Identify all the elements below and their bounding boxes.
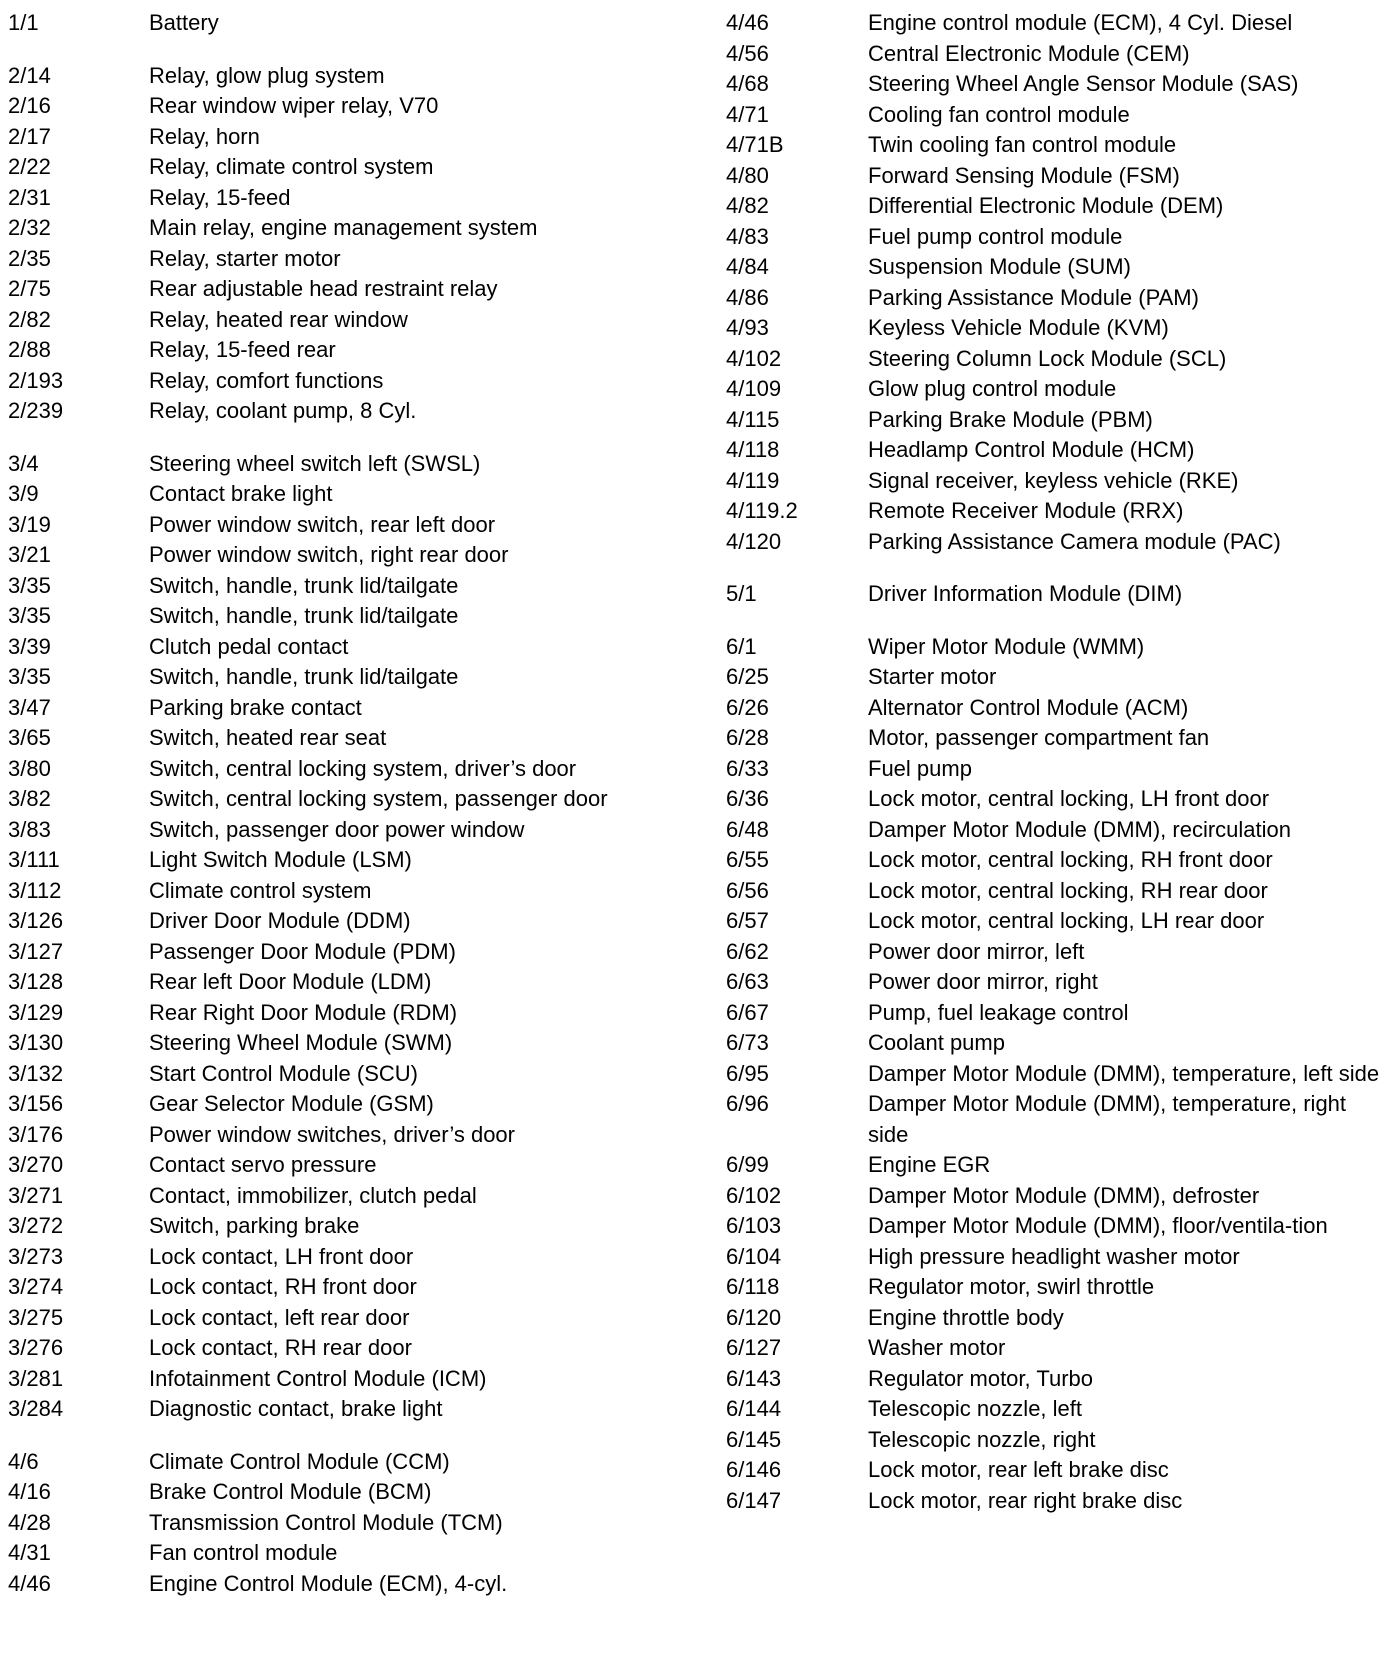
group-spacer xyxy=(8,1425,648,1447)
component-code: 2/35 xyxy=(8,245,51,271)
component-row xyxy=(726,1364,1386,1395)
component-row xyxy=(726,8,1386,39)
component-row xyxy=(8,1028,648,1059)
component-row xyxy=(726,693,1386,724)
component-code: 3/132 xyxy=(8,1060,64,1086)
component-code: 4/6 xyxy=(8,1448,39,1474)
component-row xyxy=(8,1150,648,1181)
component-description: Steering wheel switch left (SWSL) xyxy=(149,450,481,476)
component-row xyxy=(726,1455,1386,1486)
component-code: 6/147 xyxy=(726,1487,782,1513)
component-row xyxy=(8,479,648,510)
component-row xyxy=(8,91,648,122)
component-code: 4/56 xyxy=(726,40,769,66)
component-description: Gear Selector Module (GSM) xyxy=(149,1091,434,1116)
component-row xyxy=(8,510,648,541)
component-row xyxy=(8,152,648,183)
component-description: Switch, handle, trunk lid/tailgate xyxy=(149,603,459,628)
component-description: Glow plug control module xyxy=(868,376,1117,401)
component-description: Rear left Door Module (LDM) xyxy=(149,969,432,994)
component-row xyxy=(726,845,1386,876)
component-row xyxy=(8,183,648,214)
component-code: 3/126 xyxy=(8,908,64,933)
component-description: Starter motor xyxy=(868,664,997,689)
component-code: 6/103 xyxy=(726,1213,782,1238)
component-description: Engine EGR xyxy=(868,1152,991,1177)
component-description: Suspension Module (SUM) xyxy=(868,254,1131,279)
component-description: Switch, heated rear seat xyxy=(149,725,387,750)
component-code: 3/80 xyxy=(8,755,51,781)
component-description: High pressure headlight washer motor xyxy=(868,1243,1240,1269)
component-description: Fuel pump xyxy=(868,755,972,781)
component-description: Telescopic nozzle, right xyxy=(868,1426,1096,1452)
component-description: Switch, handle, trunk lid/tailgate xyxy=(149,572,459,598)
component-row xyxy=(726,130,1386,161)
component-description: Wiper Motor Module (WMM) xyxy=(868,633,1145,659)
component-code: 2/14 xyxy=(8,62,51,88)
component-code: 6/55 xyxy=(726,847,769,872)
component-row xyxy=(8,1508,648,1539)
component-description: Contact servo pressure xyxy=(149,1152,377,1177)
component-description: Relay, 15-feed xyxy=(149,184,291,210)
component-description: Twin cooling fan control module xyxy=(868,132,1177,157)
component-description: Remote Receiver Module (RRX) xyxy=(868,498,1184,523)
component-description: Power window switches, driver’s door xyxy=(149,1121,515,1147)
component-description: Coolant pump xyxy=(868,1030,1005,1055)
component-code: 3/35 xyxy=(8,572,51,598)
component-code: 6/144 xyxy=(726,1396,782,1421)
component-row xyxy=(8,1447,648,1478)
component-row xyxy=(8,601,648,632)
component-row xyxy=(726,39,1386,70)
component-code: 3/83 xyxy=(8,816,51,842)
group-spacer xyxy=(726,610,1386,632)
component-row xyxy=(8,1089,648,1120)
component-code: 5/1 xyxy=(726,581,757,606)
component-description: Lock motor, central locking, LH front door xyxy=(868,786,1270,811)
component-description: Engine Control Module (ECM), 4-cyl. xyxy=(149,1570,508,1596)
component-row xyxy=(8,274,648,305)
component-code: 4/71 xyxy=(726,101,769,127)
component-description: Relay, 15-feed rear xyxy=(149,337,336,362)
component-code: 3/47 xyxy=(8,694,51,720)
component-code: 6/102 xyxy=(726,1182,782,1208)
component-description: Damper Motor Module (DMM), recirculation xyxy=(868,816,1291,842)
component-description: Battery xyxy=(149,10,219,35)
component-description: Damper Motor Module (DMM), floor/ventila-tion xyxy=(868,1213,1328,1238)
component-code: 3/281 xyxy=(8,1365,64,1391)
component-description: Relay, climate control system xyxy=(149,154,434,179)
component-code: 6/104 xyxy=(726,1243,782,1269)
component-description: Cooling fan control module xyxy=(868,101,1130,127)
component-code: 4/118 xyxy=(726,437,780,462)
component-code: 4/120 xyxy=(726,528,782,554)
component-code: 4/80 xyxy=(726,162,769,188)
component-description: Clutch pedal contact xyxy=(149,633,349,659)
component-row xyxy=(8,449,648,480)
component-description: Parking Assistance Module (PAM) xyxy=(868,284,1199,310)
component-row xyxy=(726,1394,1386,1425)
component-description: Pump, fuel leakage control xyxy=(868,999,1129,1025)
component-code: 6/1 xyxy=(726,633,757,659)
component-row xyxy=(726,579,1386,610)
component-description: Steering Wheel Module (SWM) xyxy=(149,1030,453,1055)
component-row xyxy=(726,1181,1386,1212)
component-description: Washer motor xyxy=(868,1335,1006,1360)
component-code: 3/273 xyxy=(8,1243,64,1269)
component-row xyxy=(8,662,648,693)
component-row xyxy=(8,1333,648,1364)
component-code: 2/239 xyxy=(8,398,64,423)
component-row xyxy=(726,815,1386,846)
component-code: 4/71B xyxy=(726,132,784,157)
component-code: 6/145 xyxy=(726,1426,782,1452)
component-code: 2/75 xyxy=(8,276,51,301)
component-code: 2/32 xyxy=(8,215,51,240)
component-code: 6/118 xyxy=(726,1274,780,1299)
component-code: 2/82 xyxy=(8,306,51,332)
component-row xyxy=(726,496,1386,527)
component-row xyxy=(8,632,648,663)
component-row xyxy=(8,754,648,785)
component-description: Rear adjustable head restraint relay xyxy=(149,276,498,301)
component-row xyxy=(8,1569,648,1600)
component-row xyxy=(726,435,1386,466)
component-description: Fuel pump control module xyxy=(868,223,1123,249)
component-description: Lock motor, rear left brake disc xyxy=(868,1457,1169,1482)
component-row xyxy=(726,191,1386,222)
component-code: 3/176 xyxy=(8,1121,64,1147)
component-description: Relay, heated rear window xyxy=(149,306,408,332)
component-code: 4/109 xyxy=(726,376,782,401)
component-code: 3/65 xyxy=(8,725,51,750)
component-description: Regulator motor, Turbo xyxy=(868,1365,1094,1391)
component-row xyxy=(8,1059,648,1090)
component-code: 3/9 xyxy=(8,481,39,506)
component-description: Keyless Vehicle Module (KVM) xyxy=(868,315,1169,340)
component-row xyxy=(726,466,1386,497)
component-description: Infotainment Control Module (ICM) xyxy=(149,1365,487,1391)
component-row xyxy=(726,283,1386,314)
component-code: 3/271 xyxy=(8,1182,64,1208)
component-row xyxy=(8,305,648,336)
component-description: Regulator motor, swirl throttle xyxy=(868,1274,1155,1299)
component-description: Contact, immobilizer, clutch pedal xyxy=(149,1182,477,1208)
component-row xyxy=(726,527,1386,558)
component-description: Damper Motor Module (DMM), temperature, right side xyxy=(868,1091,1347,1147)
component-row xyxy=(726,1242,1386,1273)
component-code: 6/67 xyxy=(726,999,769,1025)
component-row xyxy=(8,540,648,571)
component-row xyxy=(726,1272,1386,1303)
component-code: 6/28 xyxy=(726,725,769,750)
component-code: 4/115 xyxy=(726,406,780,432)
component-code: 3/130 xyxy=(8,1030,64,1055)
component-description: Light Switch Module (LSM) xyxy=(149,847,412,872)
component-code: 3/4 xyxy=(8,450,39,476)
component-description: Lock contact, left rear door xyxy=(149,1304,410,1330)
component-description: Passenger Door Module (PDM) xyxy=(149,938,456,964)
component-description: Contact brake light xyxy=(149,481,333,506)
component-description: Diagnostic contact, brake light xyxy=(149,1396,443,1421)
component-row xyxy=(726,313,1386,344)
component-description: Relay, comfort functions xyxy=(149,367,384,393)
component-code: 6/33 xyxy=(726,755,769,781)
component-row xyxy=(8,1242,648,1273)
component-code: 4/119 xyxy=(726,467,780,493)
component-row xyxy=(726,1303,1386,1334)
component-row xyxy=(8,1394,648,1425)
component-code: 6/96 xyxy=(726,1091,769,1116)
group-spacer xyxy=(726,557,1386,579)
component-code: 6/56 xyxy=(726,877,769,903)
component-row xyxy=(8,122,648,153)
component-row xyxy=(726,1486,1386,1517)
component-row xyxy=(726,100,1386,131)
component-code: 2/16 xyxy=(8,93,51,118)
component-row xyxy=(8,1120,648,1151)
component-description: Power door mirror, left xyxy=(868,938,1085,964)
component-description: Brake Control Module (BCM) xyxy=(149,1479,432,1504)
component-code: 3/270 xyxy=(8,1152,64,1177)
component-list-left xyxy=(8,8,648,1599)
component-description: Fan control module xyxy=(149,1540,338,1565)
component-description: Start Control Module (SCU) xyxy=(149,1060,418,1086)
component-code: 3/275 xyxy=(8,1304,64,1330)
component-row xyxy=(726,998,1386,1029)
component-row xyxy=(726,1089,1386,1150)
component-row xyxy=(8,876,648,907)
group-spacer xyxy=(8,427,648,449)
component-row xyxy=(8,213,648,244)
component-code: 3/284 xyxy=(8,1396,64,1421)
component-code: 3/111 xyxy=(8,847,60,872)
component-description: Switch, central locking system, passenger door xyxy=(149,786,608,811)
component-row xyxy=(726,967,1386,998)
component-row xyxy=(726,374,1386,405)
component-description: Climate Control Module (CCM) xyxy=(149,1448,450,1474)
component-description: Switch, passenger door power window xyxy=(149,816,525,842)
component-description: Transmission Control Module (TCM) xyxy=(149,1509,503,1535)
component-description: Driver Information Module (DIM) xyxy=(868,581,1183,606)
component-code: 3/276 xyxy=(8,1335,64,1360)
component-code: 4/93 xyxy=(726,315,769,340)
component-description: Rear window wiper relay, V70 xyxy=(149,93,439,118)
component-description: Signal receiver, keyless vehicle (RKE) xyxy=(868,467,1239,493)
component-row xyxy=(726,405,1386,436)
component-description: Relay, starter motor xyxy=(149,245,341,271)
component-row xyxy=(8,1364,648,1395)
component-description: Telescopic nozzle, left xyxy=(868,1396,1082,1421)
component-row xyxy=(8,815,648,846)
component-code: 4/31 xyxy=(8,1540,51,1565)
component-description: Relay, horn xyxy=(149,123,260,149)
component-code: 6/143 xyxy=(726,1365,782,1391)
component-code: 3/127 xyxy=(8,938,64,964)
component-row xyxy=(726,1211,1386,1242)
component-row xyxy=(8,845,648,876)
component-description: Parking brake contact xyxy=(149,694,362,720)
component-code: 2/22 xyxy=(8,154,51,179)
component-code: 4/83 xyxy=(726,223,769,249)
component-code: 6/95 xyxy=(726,1060,769,1086)
component-code: 3/39 xyxy=(8,633,51,659)
component-row xyxy=(726,723,1386,754)
component-row xyxy=(8,1303,648,1334)
component-row xyxy=(8,1272,648,1303)
component-code: 6/62 xyxy=(726,938,769,964)
component-row xyxy=(726,784,1386,815)
component-row xyxy=(726,876,1386,907)
component-row xyxy=(726,1425,1386,1456)
component-description: Damper Motor Module (DMM), temperature, left side xyxy=(868,1060,1380,1086)
group-spacer xyxy=(8,39,648,61)
component-description: Parking Assistance Camera module (PAC) xyxy=(868,528,1281,554)
component-code: 2/193 xyxy=(8,367,64,393)
component-code: 6/26 xyxy=(726,694,769,720)
component-description: Rear Right Door Module (RDM) xyxy=(149,999,458,1025)
component-description: Differential Electronic Module (DEM) xyxy=(868,193,1224,218)
component-row xyxy=(726,161,1386,192)
component-description: Steering Wheel Angle Sensor Module (SAS) xyxy=(868,71,1299,96)
component-row xyxy=(726,344,1386,375)
component-description: Motor, passenger compartment fan xyxy=(868,725,1210,750)
component-description: Relay, glow plug system xyxy=(149,62,385,88)
component-description: Switch, handle, trunk lid/tailgate xyxy=(149,664,459,689)
component-code: 3/35 xyxy=(8,664,51,689)
component-description: Climate control system xyxy=(149,877,372,903)
component-row xyxy=(8,723,648,754)
component-description: Lock contact, RH front door xyxy=(149,1274,417,1299)
component-row xyxy=(726,1333,1386,1364)
component-code: 6/57 xyxy=(726,908,769,933)
component-description: Damper Motor Module (DMM), defroster xyxy=(868,1182,1260,1208)
component-description: Power window switch, rear left door xyxy=(149,511,496,537)
component-row xyxy=(8,61,648,92)
component-code: 3/21 xyxy=(8,542,51,567)
component-row xyxy=(726,1028,1386,1059)
component-code: 4/46 xyxy=(8,1570,51,1596)
component-row xyxy=(726,1150,1386,1181)
component-description: Power door mirror, right xyxy=(868,969,1098,994)
component-description: Lock contact, RH rear door xyxy=(149,1335,412,1360)
component-row xyxy=(8,1211,648,1242)
component-row xyxy=(8,396,648,427)
component-row xyxy=(8,1538,648,1569)
component-row xyxy=(726,1059,1386,1090)
component-description: Switch, central locking system, driver’s door xyxy=(149,755,577,781)
component-description: Steering Column Lock Module (SCL) xyxy=(868,345,1227,371)
component-description: Engine throttle body xyxy=(868,1304,1064,1330)
component-row xyxy=(8,335,648,366)
component-row xyxy=(726,754,1386,785)
component-code: 3/129 xyxy=(8,999,64,1025)
component-code: 6/73 xyxy=(726,1030,769,1055)
component-description: Forward Sensing Module (FSM) xyxy=(868,162,1180,188)
component-row xyxy=(726,662,1386,693)
component-code: 2/17 xyxy=(8,123,51,149)
component-row xyxy=(8,693,648,724)
component-description: Lock contact, LH front door xyxy=(149,1243,414,1269)
component-description: Alternator Control Module (ACM) xyxy=(868,694,1189,720)
component-code: 4/102 xyxy=(726,345,782,371)
component-row xyxy=(8,784,648,815)
component-code: 3/274 xyxy=(8,1274,64,1299)
component-code: 6/146 xyxy=(726,1457,782,1482)
component-description: Lock motor, central locking, LH rear door xyxy=(868,908,1265,933)
component-row xyxy=(8,244,648,275)
component-row xyxy=(726,222,1386,253)
component-code: 6/127 xyxy=(726,1335,782,1360)
component-row xyxy=(726,906,1386,937)
component-code: 6/25 xyxy=(726,664,769,689)
component-row xyxy=(8,1181,648,1212)
component-code: 3/112 xyxy=(8,877,62,903)
component-list-right xyxy=(726,8,1386,1516)
component-description: Power window switch, right rear door xyxy=(149,542,509,567)
component-row xyxy=(8,937,648,968)
component-code: 4/28 xyxy=(8,1509,51,1535)
component-description: Parking Brake Module (PBM) xyxy=(868,406,1153,432)
component-code: 3/19 xyxy=(8,511,51,537)
component-code: 6/63 xyxy=(726,969,769,994)
component-description: Engine control module (ECM), 4 Cyl. Diesel xyxy=(868,10,1293,35)
component-description: Relay, coolant pump, 8 Cyl. xyxy=(149,398,417,423)
component-code: 4/68 xyxy=(726,71,769,96)
component-row xyxy=(726,69,1386,100)
component-row xyxy=(8,967,648,998)
component-code: 3/128 xyxy=(8,969,64,994)
component-description: Headlamp Control Module (HCM) xyxy=(868,437,1195,462)
component-description: Main relay, engine management system xyxy=(149,215,538,240)
component-row xyxy=(8,366,648,397)
component-description: Driver Door Module (DDM) xyxy=(149,908,411,933)
component-code: 6/120 xyxy=(726,1304,782,1330)
component-description: Central Electronic Module (CEM) xyxy=(868,40,1190,66)
component-code: 6/36 xyxy=(726,786,769,811)
component-code: 3/82 xyxy=(8,786,51,811)
component-code: 6/99 xyxy=(726,1152,769,1177)
component-description: Lock motor, central locking, RH front door xyxy=(868,847,1273,872)
component-row xyxy=(8,571,648,602)
component-code: 4/86 xyxy=(726,284,769,310)
component-code: 4/16 xyxy=(8,1479,51,1504)
component-code: 3/35 xyxy=(8,603,51,628)
component-code: 6/48 xyxy=(726,816,769,842)
component-row xyxy=(726,937,1386,968)
component-code: 3/156 xyxy=(8,1091,64,1116)
component-code: 1/1 xyxy=(8,10,39,35)
component-code: 2/31 xyxy=(8,184,51,210)
component-code: 2/88 xyxy=(8,337,51,362)
component-row xyxy=(8,906,648,937)
component-description: Lock motor, rear right brake disc xyxy=(868,1487,1183,1513)
component-code: 3/272 xyxy=(8,1213,64,1238)
component-code: 4/119.2 xyxy=(726,498,798,523)
component-row xyxy=(726,632,1386,663)
component-description: Lock motor, central locking, RH rear door xyxy=(868,877,1268,903)
component-row xyxy=(8,8,648,39)
component-code: 4/46 xyxy=(726,10,769,35)
component-description: Switch, parking brake xyxy=(149,1213,360,1238)
component-code: 4/84 xyxy=(726,254,769,279)
component-code: 4/82 xyxy=(726,193,769,218)
component-row xyxy=(8,998,648,1029)
component-row xyxy=(726,252,1386,283)
component-row xyxy=(8,1477,648,1508)
